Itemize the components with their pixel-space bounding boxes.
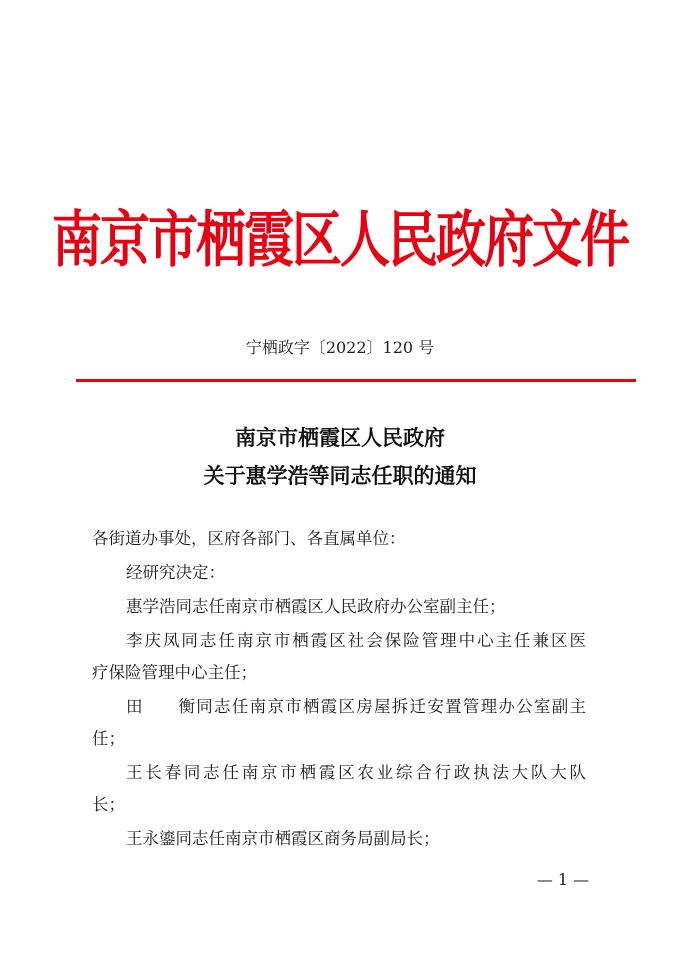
document-masthead: 南京市栖霞区人民政府文件 bbox=[52, 204, 628, 276]
name-spacing bbox=[143, 695, 179, 719]
red-divider-line bbox=[76, 379, 636, 382]
appointment-wang-changchun-line-1: 王长春同志任南京市栖霞区农业综合行政执法大队大队 bbox=[126, 763, 586, 782]
appointment-wang-changchun-line-2: 长； bbox=[92, 795, 125, 814]
appointment-wang-yongliu: 王永鎏同志任南京市栖霞区商务局副局长； bbox=[126, 829, 440, 848]
appointment-li-qingfeng-line-1: 李庆凤同志任南京市栖霞区社会保险管理中心主任兼区医 bbox=[126, 631, 586, 650]
appointment-tian-heng-line-1 bbox=[126, 695, 586, 719]
document-number: 宁栖政字〔2022〕120 号 bbox=[245, 338, 435, 357]
salutation: 各街道办事处，区府各部门、各直属单位： bbox=[92, 529, 406, 548]
notice-title-line-1: 南京市栖霞区人民政府 bbox=[235, 425, 445, 450]
decision-intro: 经研究决定： bbox=[126, 563, 225, 582]
page-number: — 1 — bbox=[536, 870, 590, 889]
appointment-hui-xuehao: 惠学浩同志任南京市栖霞区人民政府办公室副主任； bbox=[126, 597, 506, 616]
appointment-tian-heng-line-2: 任； bbox=[92, 729, 125, 748]
appointment-tian-heng-rest: 衡同志任南京市栖霞区房屋拆迁安置管理办公室副主 bbox=[178, 697, 586, 716]
appointment-li-qingfeng-line-2: 疗保险管理中心主任； bbox=[92, 663, 257, 682]
notice-title-line-2: 关于惠学浩等同志任职的通知 bbox=[203, 463, 477, 488]
appointment-tian-surname: 田 bbox=[126, 697, 143, 716]
